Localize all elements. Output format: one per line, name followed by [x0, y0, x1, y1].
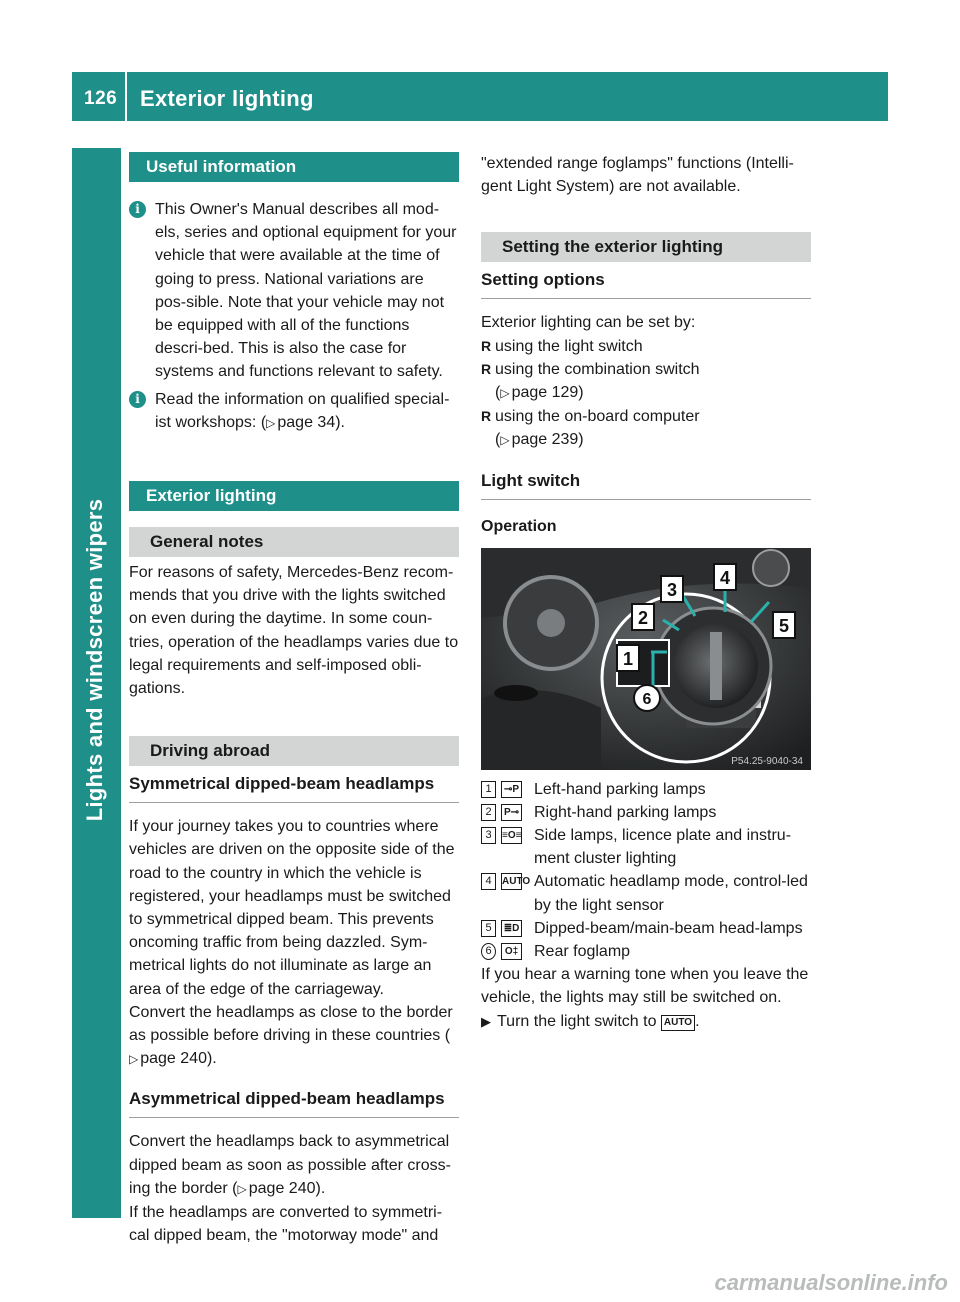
bullet-icon: R	[481, 360, 492, 377]
page-ref-link[interactable]: page 240	[140, 1050, 207, 1068]
svg-text:3: 3	[666, 579, 678, 600]
page-title: Exterior lighting	[140, 86, 314, 111]
legend-item	[481, 917, 811, 940]
lamp-symbol-icon: ≣D	[501, 920, 522, 937]
section-head-setting-exterior-lighting: Setting the exterior lighting	[481, 232, 811, 262]
svg-text:5: 5	[778, 615, 790, 636]
chapter-title: Lights and windscreen wipers	[82, 498, 107, 822]
bullet-icon: R	[481, 337, 492, 354]
subsection-head-asymmetrical: Asymmetrical dipped-beam headlamps	[129, 1089, 459, 1118]
lamp-symbol-icon: ⊸P	[501, 781, 522, 798]
legend-text: Rear foglamp	[534, 943, 631, 961]
legend-item	[481, 778, 811, 801]
subsection-head-setting-options: Setting options	[481, 270, 811, 299]
info-note-1	[129, 198, 459, 384]
options-intro: Exterior lighting can be set by:	[481, 314, 696, 332]
lamp-symbol-icon: P⊸	[501, 804, 522, 821]
legend-number: 3	[481, 827, 496, 844]
legend-number: 1	[481, 781, 496, 798]
legend-text: Left-hand parking lamps	[534, 780, 706, 798]
legend-number: 2	[481, 804, 496, 821]
page-ref-icon: ▷	[237, 1181, 247, 1196]
left-column	[129, 152, 459, 1248]
watermark: carmanualsonline.info	[714, 1270, 948, 1295]
page-ref-icon: ▷	[266, 415, 276, 430]
warning-text: If you hear a warning tone when you leave the vehicle, the lights may still be switched on.	[481, 966, 809, 1007]
svg-text:2: 2	[637, 607, 649, 628]
section-head-useful-information: Useful information	[129, 152, 459, 182]
list-item: R using the on-board computer (▷ page 239)	[481, 405, 811, 452]
legend-number: 4	[481, 873, 496, 890]
info-note-text: This Owner's Manual describes all mod-els, series and optional equipment for your vehicle that were available at the time of going to press. National variations are pos-sible. Note that your vehicle may not be equipped with all of the functions descri-bed. This is also the case for systems and functions relevant to safety.	[155, 201, 457, 381]
list-item: R using the combination switch (▷ page 129)	[481, 358, 811, 405]
svg-text:1: 1	[622, 648, 634, 669]
light-switch-photo	[481, 548, 811, 770]
action-step: ▶ Turn the light switch to AUTO .	[481, 1010, 811, 1033]
continued-text: "extended range foglamps" functions (Intelli-gent Light System) are not available.	[481, 155, 794, 196]
info-note-2	[129, 388, 459, 435]
section-head-driving-abroad: Driving abroad	[129, 736, 459, 766]
general-notes-text: For reasons of safety, Mercedes-Benz recom-mends that you drive with the lights switched on even during the daytime. In some coun-tries, operation of the headlamps varies due to legal requirements and self-imposed obli-gations.	[129, 564, 459, 698]
symmetrical-text-2: Convert the headlamps as close to the border as possible before driving in these countries (▷ page 240).	[129, 1001, 459, 1072]
svg-text:4: 4	[719, 567, 731, 588]
lamp-symbol-icon: AUTO	[501, 873, 522, 890]
header-divider	[125, 72, 127, 121]
info-icon: i	[129, 201, 146, 218]
page-ref-link[interactable]: page 34	[277, 413, 336, 431]
legend-list	[481, 778, 811, 964]
lamp-symbol-icon: ≡O≡	[501, 827, 522, 844]
legend-item	[481, 801, 811, 824]
section-head-exterior-lighting: Exterior lighting	[129, 481, 459, 511]
operation-head: Operation	[481, 517, 557, 535]
list-item: R using the light switch	[481, 335, 811, 358]
asymmetrical-text-2: If the headlamps are converted to symmetri-cal dipped beam, the "motorway mode" and	[129, 1204, 443, 1245]
right-column	[481, 152, 811, 1033]
legend-text: Side lamps, licence plate and instru-ment cluster lighting	[534, 827, 792, 868]
svg-text:6: 6	[642, 690, 652, 708]
legend-text: Dipped-beam/main-beam head-lamps	[534, 919, 803, 937]
bullet-icon: R	[481, 408, 492, 425]
page-ref-link[interactable]: page 129	[511, 384, 579, 402]
legend-item	[481, 824, 811, 870]
legend-text: Right-hand parking lamps	[534, 803, 717, 821]
info-icon: i	[129, 391, 146, 408]
asymmetrical-text-1: Convert the headlamps back to asymmetrical dipped beam as soon as possible after cross-ing the border (▷ page 240).	[129, 1130, 459, 1201]
lamp-symbol-icon: O‡	[501, 943, 522, 960]
page-number: 126	[84, 88, 118, 109]
info-note-text: Read the information on qualified special-ist workshops: (▷ page 34).	[155, 388, 459, 435]
legend-number: 6	[481, 943, 496, 960]
legend-item	[481, 940, 811, 963]
legend-text: Automatic headlamp mode, control-led by the light sensor	[534, 873, 808, 914]
page-ref-icon: ▷	[129, 1052, 139, 1067]
page-ref-link[interactable]: page 240	[248, 1179, 316, 1197]
auto-symbol-icon: AUTO	[661, 1015, 695, 1031]
legend-number: 5	[481, 920, 496, 937]
subsection-head-symmetrical: Symmetrical dipped-beam headlamps	[129, 774, 459, 803]
photo-code: P54.25-9040-34	[731, 755, 803, 767]
subsection-head-light-switch: Light switch	[481, 471, 811, 500]
section-head-general-notes: General notes	[129, 527, 459, 557]
legend-item	[481, 870, 811, 916]
arrow-right-icon: ▶	[481, 1013, 491, 1029]
page-ref-icon: ▷	[500, 386, 510, 401]
page-ref-link[interactable]: page 239	[511, 431, 579, 449]
page-ref-icon: ▷	[500, 433, 510, 448]
symmetrical-text-1: If your journey takes you to countries where vehicles are driven on the opposite side of the road to the country in which the vehicle is registered, your headlamps must be switched to symmetrical dipped beam. This prevents oncoming traffic from being dazzled. Sym-metrical lights do not illuminate as large an area of the edge of the carriageway.	[129, 818, 455, 998]
